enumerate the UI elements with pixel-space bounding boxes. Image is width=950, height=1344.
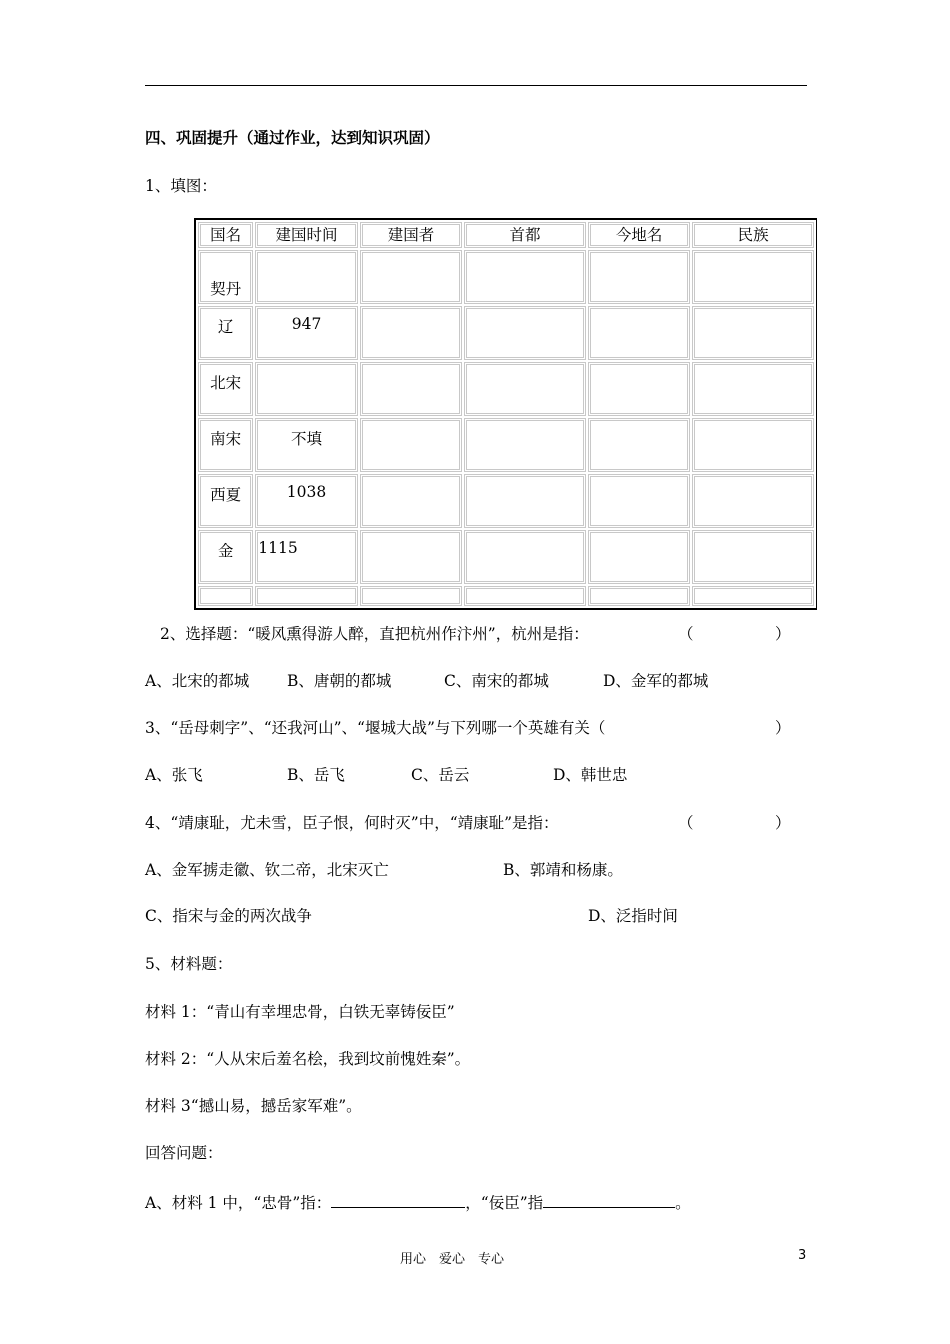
fill-cell[interactable] <box>588 306 691 360</box>
header-rule <box>145 85 807 86</box>
country-name: 南宋 <box>210 430 242 448</box>
fill-cell[interactable] <box>360 306 463 360</box>
table-row <box>198 418 814 472</box>
q3-option-b[interactable]: B、岳飞 <box>287 766 345 784</box>
q1-label: 1、填图： <box>145 177 217 195</box>
q5-question-a-part1: A、材料 1 中，“忠骨”指： <box>145 1194 332 1212</box>
q4-option-c[interactable]: C、指宋与金的两次战争 <box>145 907 312 925</box>
fill-cell[interactable] <box>588 418 691 472</box>
country-name: 契丹 <box>210 280 242 298</box>
fill-cell[interactable] <box>464 306 586 360</box>
q2-option-b[interactable]: B、唐朝的都城 <box>287 672 392 690</box>
section-title: 四、巩固提升（通过作业，达到知识巩固） <box>145 128 440 147</box>
q3-option-a[interactable]: A、张飞 <box>145 766 203 784</box>
answer-blank-2[interactable] <box>543 1191 675 1208</box>
table-row <box>198 250 814 304</box>
founding-year: 1115 <box>258 539 298 557</box>
fill-cell[interactable] <box>588 530 691 584</box>
fill-cell <box>198 586 253 606</box>
fill-cell[interactable] <box>692 362 814 416</box>
q2-paren-close: ） <box>775 625 791 643</box>
fill-cell[interactable] <box>464 418 586 472</box>
fill-cell <box>692 586 814 606</box>
fill-cell <box>588 586 691 606</box>
q3-paren-close: ） <box>775 719 791 737</box>
founding-year: 1038 <box>286 483 327 501</box>
q4-option-b[interactable]: B、郭靖和杨康。 <box>503 861 623 879</box>
q4-paren-open: （ <box>678 814 694 832</box>
header-cell: 国名 <box>198 222 253 248</box>
material-2: 材料 2：“人从宋后羞名桧，我到坟前愧姓秦”。 <box>145 1050 471 1068</box>
header-cell: 首都 <box>464 222 586 248</box>
table-row <box>198 530 814 584</box>
fill-cell <box>360 586 463 606</box>
q4-option-a[interactable]: A、金军掳走徽、钦二帝，北宋灭亡 <box>145 861 389 879</box>
q3-option-d[interactable]: D、韩世忠 <box>553 766 628 784</box>
fill-cell[interactable] <box>692 250 814 304</box>
fill-cell[interactable] <box>692 530 814 584</box>
fill-table <box>194 218 817 610</box>
q4-stem: 4、“靖康耻，尤未雪，臣子恨，何时灭”中，“靖康耻”是指： <box>145 814 559 832</box>
fill-cell[interactable] <box>588 474 691 528</box>
footer-motto: 用心 爱心 专心 <box>400 1252 505 1267</box>
fill-cell[interactable] <box>464 474 586 528</box>
material-3: 材料 3“撼山易，撼岳家军难”。 <box>145 1097 362 1115</box>
fill-cell[interactable] <box>255 250 358 304</box>
q2-option-d[interactable]: D、金军的都城 <box>603 672 709 690</box>
fill-cell[interactable] <box>692 474 814 528</box>
fill-cell <box>464 586 586 606</box>
fill-cell[interactable] <box>464 250 586 304</box>
q2-option-c[interactable]: C、南宋的都城 <box>444 672 549 690</box>
fill-cell[interactable] <box>464 530 586 584</box>
material-1: 材料 1：“青山有幸埋忠骨，白铁无辜铸佞臣” <box>145 1003 455 1021</box>
q4-paren-close: ） <box>775 814 791 832</box>
answer-blank-1[interactable] <box>331 1191 465 1208</box>
founding-year: 不填 <box>291 430 323 448</box>
header-cell: 建国时间 <box>255 222 358 248</box>
fill-cell <box>255 586 358 606</box>
fill-cell[interactable] <box>692 418 814 472</box>
q5-question-a <box>145 1191 691 1213</box>
country-name: 西夏 <box>210 486 242 504</box>
fill-cell[interactable] <box>360 474 463 528</box>
country-name: 辽 <box>217 318 234 336</box>
q2-stem: 2、选择题：“暖风熏得游人醉，直把杭州作汴州”，杭州是指： <box>160 625 589 643</box>
fill-cell[interactable] <box>360 530 463 584</box>
fill-cell[interactable] <box>588 250 691 304</box>
page-number: 3 <box>798 1248 807 1263</box>
country-name: 北宋 <box>210 374 242 392</box>
q5-question-a-part2: ，“佞臣”指 <box>465 1194 544 1212</box>
q5-label: 5、材料题： <box>145 955 233 973</box>
header-cell: 民族 <box>692 222 814 248</box>
header-cell: 建国者 <box>360 222 463 248</box>
table-header-row <box>198 222 814 248</box>
table-row <box>198 362 814 416</box>
table-row <box>198 586 814 606</box>
q5-question-a-end: 。 <box>675 1194 691 1212</box>
q2-paren-open: （ <box>678 625 694 643</box>
q3-stem: 3、“岳母刺字”、“还我河山”、“堰城大战”与下列哪一个英雄有关（ <box>145 719 606 737</box>
q4-option-d[interactable]: D、泛指时间 <box>588 907 678 925</box>
fill-cell[interactable] <box>692 306 814 360</box>
fill-cell[interactable] <box>588 362 691 416</box>
answer-label: 回答问题： <box>145 1144 223 1162</box>
fill-cell[interactable] <box>255 362 358 416</box>
q2-option-a[interactable]: A、北宋的都城 <box>145 672 250 690</box>
country-name: 金 <box>217 542 234 560</box>
table-row <box>198 306 814 360</box>
fill-cell[interactable] <box>464 362 586 416</box>
q3-option-c[interactable]: C、岳云 <box>411 766 470 784</box>
founding-year: 947 <box>291 315 322 333</box>
header-cell: 今地名 <box>588 222 691 248</box>
fill-cell[interactable] <box>360 250 463 304</box>
fill-cell[interactable] <box>360 418 463 472</box>
fill-cell[interactable] <box>360 362 463 416</box>
table-row <box>198 474 814 528</box>
